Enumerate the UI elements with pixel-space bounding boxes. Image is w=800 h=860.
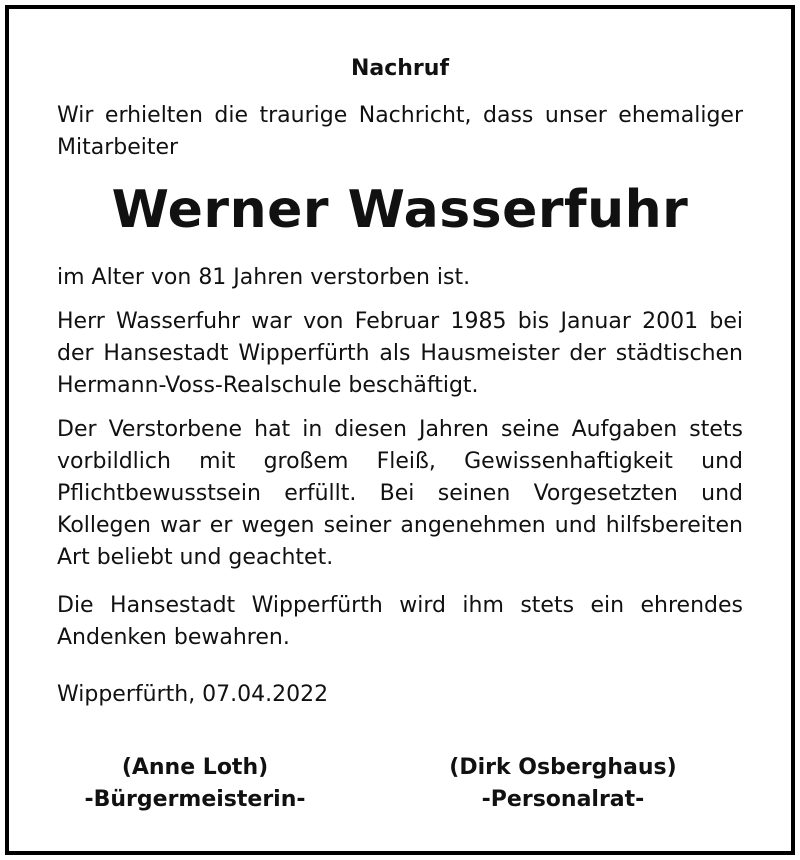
notice-heading: Nachruf xyxy=(350,56,450,81)
employment-text: Herr Wasserfuhr war von Februar 1985 bis Januar 2001 bei der Hansestadt Wipperfürth als Hausmeister der städtischen Hermann-Voss-Realschule beschäftigt. xyxy=(57,309,743,398)
signature-block-staff-council xyxy=(428,752,698,816)
signatory-name: (Anne Loth) xyxy=(121,755,269,780)
place-date: Wipperfürth, 07.04.2022 xyxy=(57,682,329,707)
signatory-role: -Personalrat- xyxy=(481,787,645,812)
signatory-name: (Dirk Osberghaus) xyxy=(449,755,677,780)
signature-block-mayor xyxy=(60,752,330,816)
closing-text: Die Hansestadt Wipperfürth wird ihm stets ein ehrendes Andenken bewahren. xyxy=(57,593,743,650)
age-line: im Alter von 81 Jahren verstorben ist. xyxy=(57,265,471,290)
deceased-name: Werner Wasserfuhr xyxy=(111,180,689,240)
signatory-role: -Bürgermeisterin- xyxy=(84,787,306,812)
tribute-text: Der Verstorbene hat in diesen Jahren seine Aufgaben stets vorbildlich mit großem Fleiß, Gewissenhaftigkeit und Pflichtbewusstsein erfüllt. Bei seinen Vorgesetzten und Kollegen war er wegen seiner angenehmen und hilfsbereiten Art beliebt und geachtet. xyxy=(57,417,743,570)
intro-text: Wir erhielten die traurige Nachricht, dass unser ehemaliger Mitarbeiter xyxy=(57,103,743,160)
